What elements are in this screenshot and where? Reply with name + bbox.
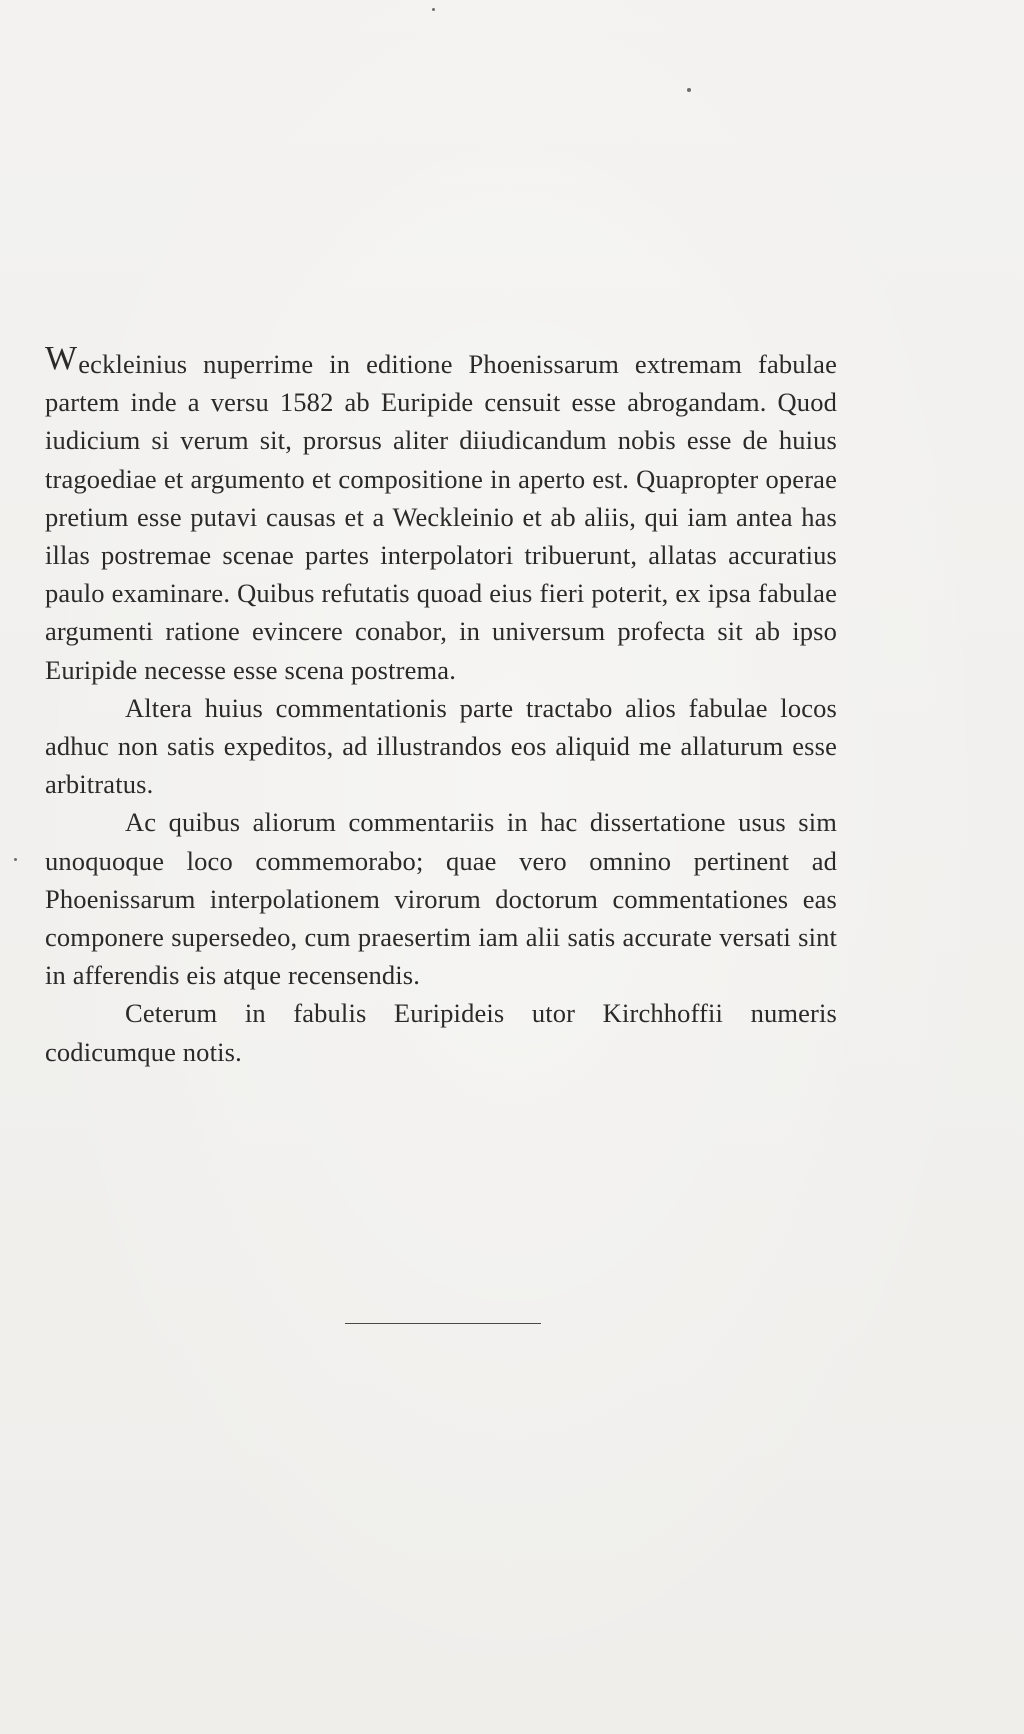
scan-speck — [687, 88, 691, 92]
drop-cap: W — [45, 340, 78, 377]
body-text — [45, 340, 837, 1071]
paragraph-3: Ac quibus aliorum commentariis in hac dissertatione usus sim unoquoque loco commemorabo; quae vero omnino pertinent ad Phoenissarum interpolationem virorum doctorum commentationes eas componere supersedeo, cum praesertim iam alii satis accurate versati sint in afferendis eis atque recensendis. — [45, 807, 837, 991]
closing-rule — [345, 1323, 541, 1324]
paragraph-4: Ceterum in fabulis Euripideis utor Kirchhoffii numeris codicumque notis. — [45, 998, 837, 1067]
scan-speck — [14, 858, 17, 861]
paragraph-1 — [45, 340, 837, 689]
scan-speck — [432, 8, 435, 11]
paragraph-1-text: eckleinius nuperrime in editione Phoenissarum extremam fabulae partem inde a versu 1582 ab Euripide censuit esse abrogandam. Quod iudicium si verum sit, prorsus aliter diiudicandum nobis esse de huius tragoediae et argumento et compositione in aperto est. Quapropter operae pretium esse putavi causas et a Weckleinio et ab aliis, qui iam antea has illas postremae scenae partes interpolatori tribuerunt, allatas accuratius paulo examinare. Quibus refutatis quoad eius fieri poterit, ex ipsa fabulae argumenti ratione evincere conabor, in universum profecta sit ab ipso Euripide necesse esse scena postrema. — [45, 349, 837, 685]
paragraph-2: Altera huius commentationis parte tractabo alios fabulae locos adhuc non satis expeditos, ad illustrandos eos aliquid me allaturum esse arbitratus. — [45, 692, 837, 800]
